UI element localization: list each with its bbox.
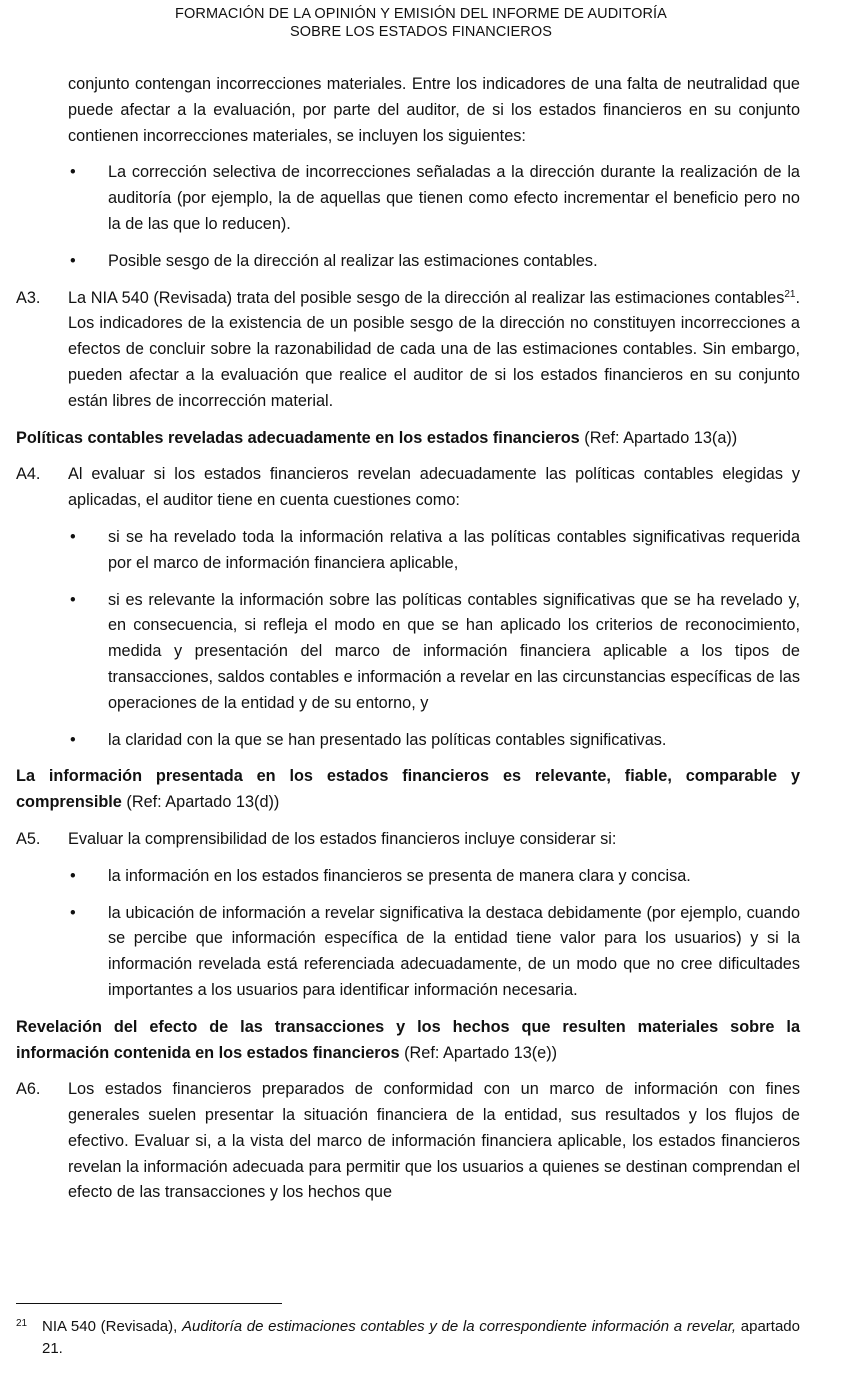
paragraph-number: A4. [16,465,41,484]
list-item-text: si se ha revelado toda la información relativa a las políticas contables significativas requerida por el marco de información financiera aplicable, [108,527,800,572]
continued-paragraph: conjunto contengan incorrecciones materiales. Entre los indicadores de una falta de neutralidad que puede afectar a la evaluación, por parte del auditor, de si los estados financieros en su conjunto contienen incorrecciones materiales, se incluyen los siguientes: [68,75,800,145]
bullet-list-policies [16,525,800,753]
page-header [0,5,842,41]
list-item [68,728,800,754]
list-item-text: si es relevante la información sobre las políticas contables significativas que se ha revelado y, en consecuencia, si refleja el modo en que se han aplicado los criterios de reconocimiento, medida y presentación del marco de información financiera aplicable a los tipos de transacciones, saldos contables e información a revelar en las circunstancias específicas de las operaciones de la entidad y de su entorno, y [108,590,800,712]
bullet-icon: • [70,590,76,609]
paragraph-a5 [16,827,800,853]
header-line-2: SOBRE LOS ESTADOS FINANCIEROS [289,24,553,40]
paragraph-number: A6. [16,1080,41,1099]
paragraph-text: Al evaluar si los estados financieros revelan adecuadamente las políticas contables elegidas y aplicadas, el auditor tiene en cuenta cuestiones como: [68,465,800,510]
paragraph-a6 [16,1077,800,1206]
footnote-separator [16,1303,282,1304]
list-item-text: la ubicación de información a revelar significativa la destaca debidamente (por ejemplo, cuando se percibe que información específica de la entidad tiene valor para los usuarios) y si la información revelada está referenciada adecuadamente, de un modo que no cree dificultades importantes a los usuarios para identificar información necesaria. [108,903,800,999]
list-item [68,249,800,275]
footnote-number: 21 [16,1318,28,1329]
list-item-text: Posible sesgo de la dirección al realizar las estimaciones contables. [108,251,598,270]
section-heading-politicas: Políticas contables reveladas adecuadamente en los estados financieros (Ref: Apartado 13(a)) [16,428,738,447]
bullet-icon: • [70,251,76,270]
bullet-list-comprehensibility [16,864,800,1004]
bullet-icon: • [70,730,76,749]
section-heading-revelacion: Revelación del efecto de las transacciones y los hechos que resulten materiales sobre la información contenida en los estados financieros (Ref: Apartado 13(e)) [16,1017,800,1062]
section-heading-informacion: La información presentada en los estados financieros es relevante, fiable, comparable y comprensible (Ref: Apartado 13(d)) [16,767,800,812]
paragraph-a3 [16,286,800,415]
paragraph-text: Evaluar la comprensibilidad de los estados financieros incluye considerar si: [68,829,617,848]
paragraph-text: Los estados financieros preparados de conformidad con un marco de información con fines generales suelen presentar la situación financiera de la entidad, sus resultados y los flujos de efectivo. Evaluar si, a la vista del marco de información financiera aplicable, los estados financieros revelan la información adecuada para permitir que los usuarios a quienes se destinan comprendan el efecto de las transacciones y los hechos que [68,1080,800,1202]
list-item [68,588,800,717]
footnote-title: Auditoría de estimaciones contables y de la correspondiente información a revelar, [182,1318,737,1335]
paragraph-number: A5. [16,829,41,848]
list-item [68,525,800,577]
paragraph-number: A3. [16,288,41,307]
bullet-list-bias-indicators [16,160,800,274]
footnote-text: NIA 540 (Revisada), Auditoría de estimaciones contables y de la correspondiente información a revelar, apartado 21. [42,1318,800,1357]
bullet-icon: • [70,163,76,182]
paragraph-text: La NIA 540 (Revisada) trata del posible sesgo de la dirección al realizar las estimaciones contables$^{21}$. Los indicadores de la existencia de un posible sesgo de la dirección no constituyen incorrecciones a efectos de concluir sobre la razonabilidad de cada una de las estimaciones contables. Sin embargo, pueden afectar a la evaluación que realice el auditor de si los estados financieros en su conjunto están libres de incorrección material. [68,288,800,410]
footnote-reference[interactable]: 21 [784,288,796,300]
page-content [16,72,800,1206]
list-item-text: La corrección selectiva de incorrecciones señaladas a la dirección durante la realización de la auditoría (por ejemplo, la de aquellas que tienen como efecto incrementar el beneficio pero no la de las que lo reducen). [108,163,800,233]
bullet-icon: • [70,903,76,922]
list-item [68,901,800,1004]
header-line-1: FORMACIÓN DE LA OPINIÓN Y EMISIÓN DEL INFORME DE AUDITORÍA [175,6,667,22]
list-item-text: la claridad con la que se han presentado las políticas contables significativas. [108,730,667,749]
list-item [68,160,800,237]
list-item [68,864,800,890]
bullet-icon: • [70,527,76,546]
list-item-text: la información en los estados financieros se presenta de manera clara y concisa. [108,866,691,885]
bullet-icon: • [70,866,76,885]
paragraph-a4 [16,462,800,514]
footnote [16,1316,800,1360]
